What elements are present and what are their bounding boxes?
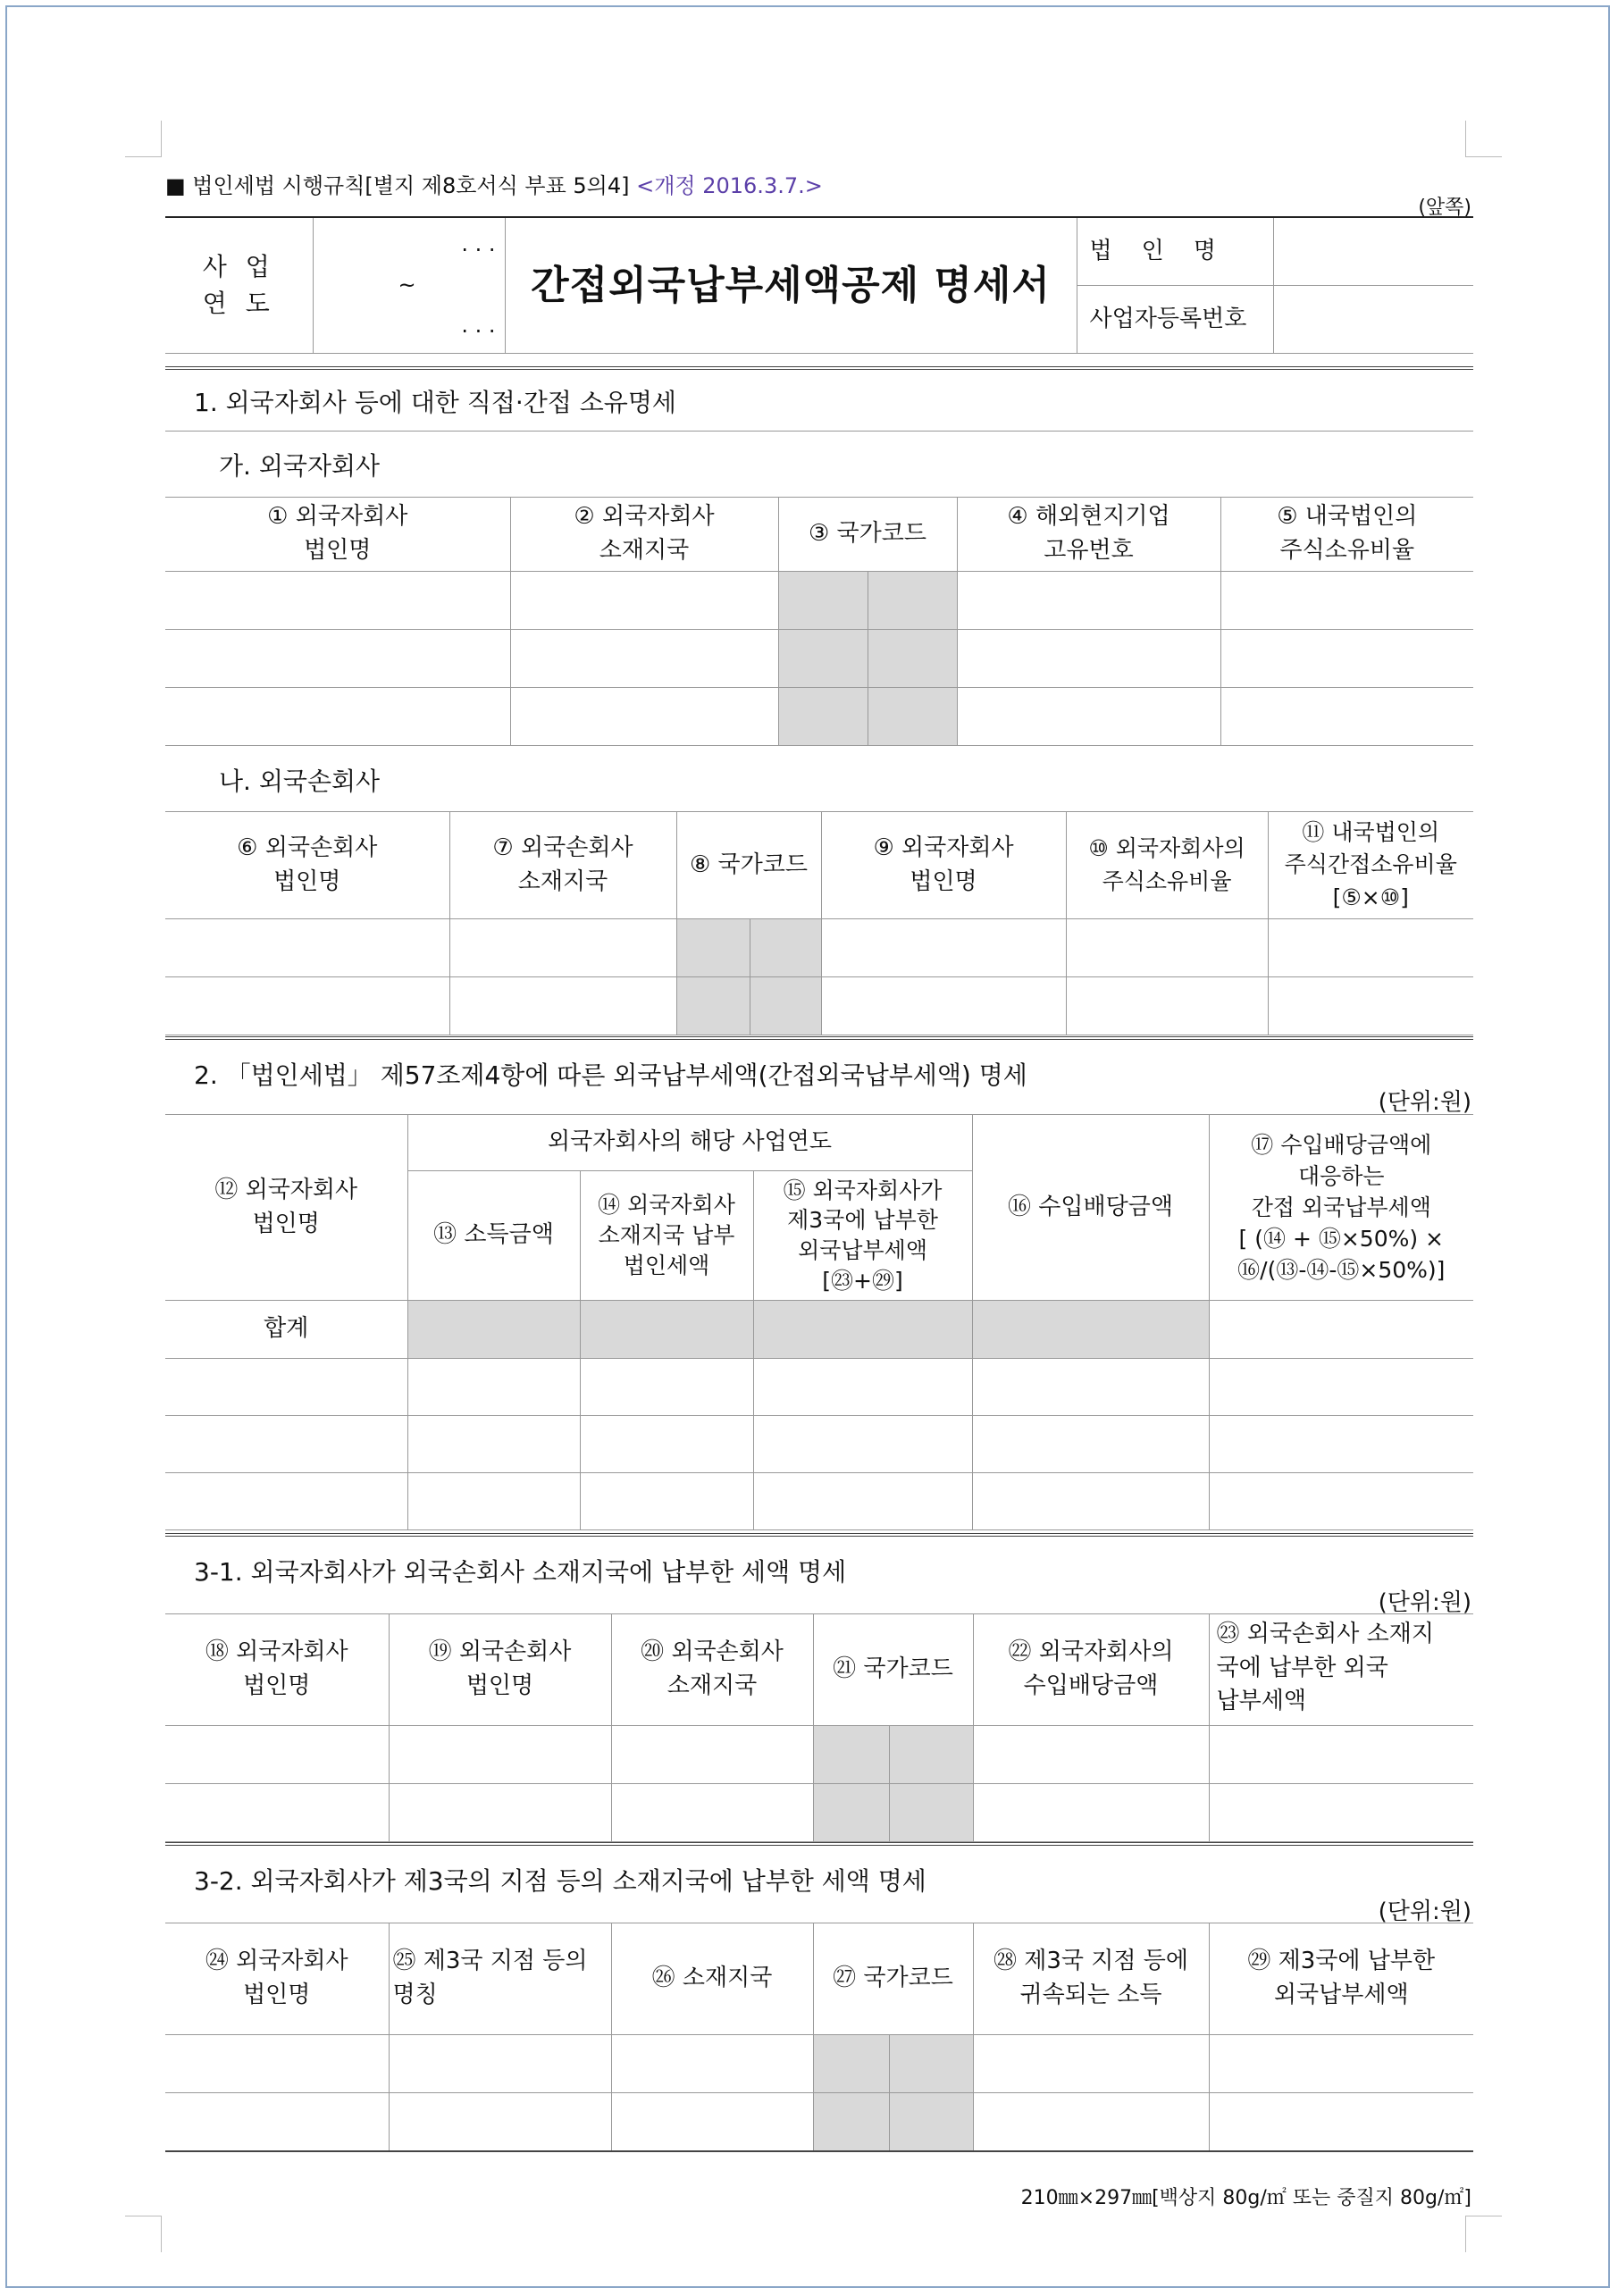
biz-reg-label: 사업자등록번호 [1077,286,1273,354]
cell[interactable] [1220,572,1473,630]
cell[interactable] [957,630,1220,688]
cell[interactable] [389,2035,611,2093]
cell[interactable] [165,977,449,1035]
cell[interactable] [580,1359,753,1416]
bottom-rule [165,2150,1473,2152]
cell[interactable] [868,572,957,630]
table-tax-grandchild-country [165,1613,1473,1842]
cell[interactable] [611,2093,813,2151]
cell[interactable] [821,977,1066,1035]
cell [753,1301,972,1359]
crop-mark-top-right [1465,121,1502,157]
crop-mark-bottom-left [125,2216,162,2252]
cell[interactable] [957,688,1220,746]
cell[interactable] [1220,630,1473,688]
cell[interactable] [973,1784,1209,1842]
period-dates[interactable] [313,217,505,354]
cell[interactable] [1209,1359,1473,1416]
table-tax-third-country [165,1923,1473,2151]
cell[interactable] [821,919,1066,977]
cell[interactable] [611,1726,813,1784]
cell[interactable] [973,1726,1209,1784]
header-country-code: ⑧ 국가코드 [676,812,821,919]
cell[interactable] [389,2093,611,2151]
total-label: 합계 [165,1301,407,1359]
header-subsidiary-country: ② 외국자회사 소재지국 [510,498,778,572]
header-25: ㉕ 제3국 지점 등의 명칭 [389,1923,611,2035]
regulation-line [165,168,823,199]
header-22: ㉒ 외국자회사의 수입배당금액 [973,1614,1209,1726]
cell[interactable] [1209,1416,1473,1473]
cell[interactable] [165,1726,389,1784]
header-subsidiary-name: ⑨ 외국자회사 법인명 [821,812,1066,919]
cell[interactable] [753,1359,972,1416]
cell[interactable] [407,1416,580,1473]
cell[interactable] [165,2093,389,2151]
cell[interactable] [611,2035,813,2093]
cell[interactable] [1209,2093,1473,2151]
cell[interactable] [972,1416,1209,1473]
cell[interactable] [753,1416,972,1473]
cell[interactable] [407,1473,580,1530]
crop-mark-bottom-right [1465,2216,1502,2252]
corp-name-field[interactable] [1273,217,1473,286]
header-19: ⑲ 외국손회사 법인명 [389,1614,611,1726]
cell[interactable] [750,977,821,1035]
title-block [165,216,1473,354]
cell[interactable] [611,1784,813,1842]
header-group: 외국자회사의 해당 사업연도 [407,1115,972,1171]
cell[interactable] [510,688,778,746]
header-13: ⑬ 소득금액 [407,1171,580,1301]
cell[interactable] [778,572,868,630]
cell[interactable] [580,1416,753,1473]
section3-2-unit: (단위:원) [1378,1898,1471,1925]
cell[interactable] [1066,977,1268,1035]
cell[interactable] [510,630,778,688]
table-row [165,630,1473,688]
cell[interactable] [449,977,676,1035]
cell[interactable] [813,1784,889,1842]
header-country-code: ③ 국가코드 [778,498,957,572]
cell[interactable] [889,1784,973,1842]
cell[interactable] [1268,919,1473,977]
cell[interactable] [889,2035,973,2093]
cell[interactable] [889,2093,973,2151]
cell[interactable] [165,2035,389,2093]
cell[interactable] [1209,1784,1473,1842]
header-15: ⑮ 외국자회사가 제3국에 납부한 외국납부세액 [㉓+㉙] [753,1171,972,1301]
table-row [165,2093,1473,2151]
cell [972,1301,1209,1359]
cell[interactable] [676,919,750,977]
table-row [165,1784,1473,1842]
cell[interactable] [973,2093,1209,2151]
cell[interactable] [165,630,510,688]
header-subsidiary-ratio: ⑩ 외국자회사의 주식소유비율 [1066,812,1268,919]
table-row [165,1473,1473,1530]
table-row [165,919,1473,977]
header-16: ⑯ 수입배당금액 [972,1115,1209,1301]
section2-unit: (단위:원) [1378,1089,1471,1116]
table-indirect-tax [165,1114,1473,1530]
section3-2-title: 3-2. 외국자회사가 제3국의 지점 등의 소재지국에 납부한 세액 명세 [165,1842,1473,1905]
cell[interactable] [1066,919,1268,977]
header-subsidiary-name: ① 외국자회사 법인명 [165,498,510,572]
cell[interactable] [580,1473,753,1530]
cell[interactable] [407,1359,580,1416]
cell [580,1301,753,1359]
regulation-text: ■ 법인세법 시행규칙[별지 제8호서식 부표 5의4] [165,173,630,198]
section1-sub-b: 나. 외국손회사 [219,767,381,796]
header-grandchild-country: ⑦ 외국손회사 소재지국 [449,812,676,919]
cell[interactable] [165,1359,407,1416]
section1-sub-a: 가. 외국자회사 [219,451,381,481]
cell[interactable] [1209,1726,1473,1784]
header-12: ⑫ 외국자회사 법인명 [165,1115,407,1301]
header-28: ㉘ 제3국 지점 등에 귀속되는 소득 [973,1923,1209,2035]
crop-mark-top-left [125,121,162,157]
cell[interactable] [778,630,868,688]
cell[interactable] [165,1416,407,1473]
cell[interactable] [753,1473,972,1530]
cell[interactable] [972,1473,1209,1530]
header-overseas-id: ④ 해외현지기업 고유번호 [957,498,1220,572]
cell[interactable] [1268,977,1473,1035]
cell[interactable] [165,1784,389,1842]
cell[interactable] [813,1726,889,1784]
header-ownership-ratio: ⑤ 내국법인의 주식소유비율 [1220,498,1473,572]
header-27: ㉗ 국가코드 [813,1923,973,2035]
cell[interactable] [1220,688,1473,746]
header-20: ⑳ 외국손회사 소재지국 [611,1614,813,1726]
header-21: ㉑ 국가코드 [813,1614,973,1726]
cell[interactable] [973,2035,1209,2093]
table-foreign-grandchild [165,811,1473,1035]
cell[interactable] [778,688,868,746]
header-29: ㉙ 제3국에 납부한 외국납부세액 [1209,1923,1473,2035]
front-label: (앞쪽) [1418,197,1471,219]
period-label: 사 업 연 도 [165,217,313,354]
table-row [165,1726,1473,1784]
header-23: ㉓ 외국손회사 소재지 국에 납부한 외국 납부세액 [1209,1614,1473,1726]
cell[interactable] [868,688,957,746]
document-title: 간접외국납부세액공제 명세서 [505,217,1077,354]
header-17: ⑰ 수입배당금액에 대응하는 간접 외국납부세액 [ (⑭ + ⑮×50%) × ⑯/(⑬-⑭-⑮×50%)] [1209,1115,1473,1301]
header-18: ⑱ 외국자회사 법인명 [165,1614,389,1726]
cell[interactable] [165,919,449,977]
header-indirect-ratio: ⑪ 내국법인의 주식간접소유비율 [⑤×⑩] [1268,812,1473,919]
amendment-text: <개정 2016.3.7.> [636,173,823,198]
table-row [165,1359,1473,1416]
cell[interactable] [813,2035,889,2093]
cell[interactable] [813,2093,889,2151]
cell[interactable] [972,1359,1209,1416]
cell [407,1301,580,1359]
cell[interactable] [676,977,750,1035]
date-to: . . . [461,313,496,339]
header-14: ⑭ 외국자회사 소재지국 납부 법인세액 [580,1171,753,1301]
tilde: ~ [398,272,416,297]
cell[interactable] [868,630,957,688]
cell[interactable] [389,1784,611,1842]
cell[interactable] [449,919,676,977]
table-row [165,2035,1473,2093]
table-row [165,1416,1473,1473]
cell[interactable] [389,1726,611,1784]
section3-1-title: 3-1. 외국자회사가 외국손회사 소재지국에 납부한 세액 명세 [165,1533,1473,1596]
section2-title: 2. 「법인세법」 제57조제4항에 따른 외국납부세액(간접외국납부세액) 명세 [165,1036,1473,1099]
cell[interactable] [510,572,778,630]
cell[interactable] [1209,1473,1473,1530]
table-foreign-subsidiary [165,497,1473,746]
cell[interactable] [957,572,1220,630]
paper-spec: 210㎜×297㎜[백상지 80g/㎡ 또는 중질지 80g/㎡] [1020,2187,1471,2209]
table-row [165,977,1473,1035]
header-grandchild-name: ⑥ 외국손회사 법인명 [165,812,449,919]
table-row [165,572,1473,630]
date-from: . . . [461,231,496,257]
table-row [165,688,1473,746]
cell[interactable] [889,1726,973,1784]
section1-title: 1. 외국자회사 등에 대한 직접·간접 소유명세 [165,366,1473,432]
header-26: ㉖ 소재지국 [611,1923,813,2035]
cell[interactable] [165,1473,407,1530]
section3-1-unit: (단위:원) [1378,1589,1471,1616]
cell[interactable] [165,688,510,746]
corp-name-label: 법 인 명 [1077,217,1273,286]
biz-reg-field[interactable] [1273,286,1473,354]
cell[interactable] [165,572,510,630]
total-row [165,1301,1473,1359]
cell[interactable] [1209,2035,1473,2093]
header-24: ㉔ 외국자회사 법인명 [165,1923,389,2035]
total-value[interactable] [1209,1301,1473,1359]
cell[interactable] [750,919,821,977]
